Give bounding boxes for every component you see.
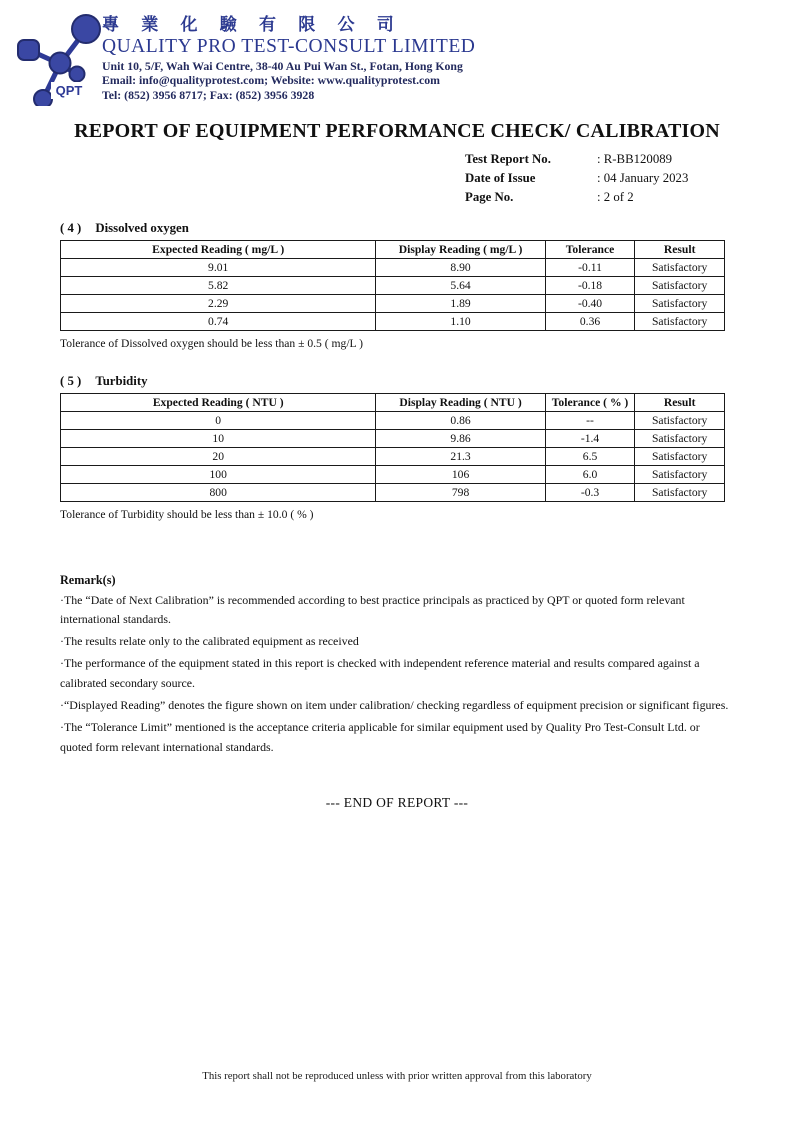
- remark-item: ·The results relate only to the calibrated equipment as received: [60, 634, 359, 649]
- company-phone: Tel: (852) 3956 8717; Fax: (852) 3956 3928: [102, 87, 315, 102]
- table-cell: --: [545, 411, 635, 429]
- table-row: [61, 483, 725, 501]
- table-cell: 9.86: [376, 429, 545, 447]
- issue-date-label: Date of Issue: [465, 171, 536, 186]
- letterhead: [0, 0, 794, 106]
- table-row: [61, 465, 725, 483]
- table-cell: -0.11: [545, 258, 635, 276]
- report-info-row: [465, 150, 794, 169]
- turbidity-table: [60, 393, 725, 502]
- table-cell: -0.3: [545, 483, 635, 501]
- table-cell: -0.18: [545, 276, 635, 294]
- page-number-value: : 2 of 2: [597, 190, 634, 205]
- section-number: ( 5 ): [60, 373, 82, 388]
- table-cell: 1.10: [376, 312, 545, 330]
- column-header: Result: [635, 240, 725, 258]
- column-header: Expected Reading ( NTU ): [61, 393, 376, 411]
- report-title: REPORT OF EQUIPMENT PERFORMANCE CHECK/ CALIBRATION: [74, 120, 720, 142]
- dissolved-oxygen-tolerance-note: Tolerance of Dissolved oxygen should be less than ± 0.5 ( mg/L ): [60, 336, 363, 350]
- table-header-row: [61, 240, 725, 258]
- table-row: [61, 312, 725, 330]
- report-number-label: Test Report No.: [465, 152, 551, 166]
- table-cell: 800: [61, 483, 376, 501]
- report-info-block: [465, 150, 794, 208]
- table-cell: 21.3: [376, 447, 545, 465]
- remark-item: ·The “Tolerance Limit” mentioned is the acceptance criteria applicable for similar equipment used by Quality Pro Test-Consult Ltd. or quoted form relevant international standards.: [60, 720, 700, 754]
- report-number-value: : R-BB120089: [597, 152, 673, 166]
- remark-item: ·“Displayed Reading” denotes the figure shown on item under calibration/ checking regardless of equipment precision or significant figures.: [60, 697, 729, 712]
- table-row: [61, 258, 725, 276]
- company-contact: Email: info@qualityprotest.com; Website: www.qualityprotest.com: [102, 73, 440, 88]
- company-name-chinese: 專 業 化 驗 有 限 公 司: [102, 15, 403, 34]
- table-cell: 20: [61, 447, 376, 465]
- report-info-row: [465, 188, 794, 207]
- remark-item: ·The performance of the equipment stated in this report is checked with independent reference material and results compared against a calibrated secondary source.: [60, 656, 700, 690]
- column-header: Result: [635, 393, 725, 411]
- table-header-row: [61, 393, 725, 411]
- table-cell: 8.90: [376, 258, 545, 276]
- turbidity-tolerance-note: Tolerance of Turbidity should be less than ± 10.0 ( % ): [60, 507, 314, 521]
- table-cell: Satisfactory: [635, 447, 725, 465]
- table-cell: 5.64: [376, 276, 545, 294]
- table-cell: 2.29: [61, 294, 376, 312]
- column-header: Display Reading ( mg/L ): [376, 240, 545, 258]
- company-address: Unit 10, 5/F, Wah Wai Centre, 38-40 Au Pui Wan St., Fotan, Hong Kong: [102, 59, 463, 74]
- remark-item: ·The “Date of Next Calibration” is recommended according to best practice principals as practiced by QPT or quoted form relevant international standards.: [60, 592, 685, 626]
- section-name: Turbidity: [95, 373, 148, 388]
- page-number-label: Page No.: [465, 190, 514, 205]
- table-cell: Satisfactory: [635, 429, 725, 447]
- table-cell: 0.36: [545, 312, 635, 330]
- table-cell: 100: [61, 465, 376, 483]
- report-info-row: [465, 169, 794, 188]
- dissolved-oxygen-table: [60, 240, 725, 331]
- section-heading-turbidity: [60, 374, 734, 389]
- table-row: [61, 411, 725, 429]
- table-cell: 6.5: [545, 447, 635, 465]
- footer-disclaimer: This report shall not be reproduced unless with prior written approval from this laboratory: [202, 1070, 592, 1082]
- qpt-molecule-logo-icon: [8, 4, 108, 106]
- table-cell: Satisfactory: [635, 294, 725, 312]
- table-cell: 1.89: [376, 294, 545, 312]
- table-cell: Satisfactory: [635, 312, 725, 330]
- table-row: [61, 276, 725, 294]
- table-cell: 9.01: [61, 258, 376, 276]
- table-cell: -0.40: [545, 294, 635, 312]
- table-cell: Satisfactory: [635, 483, 725, 501]
- table-cell: 5.82: [61, 276, 376, 294]
- table-cell: 798: [376, 483, 545, 501]
- table-cell: Satisfactory: [635, 276, 725, 294]
- column-header: Tolerance ( % ): [545, 393, 635, 411]
- table-cell: Satisfactory: [635, 258, 725, 276]
- table-cell: 0.86: [376, 411, 545, 429]
- table-cell: -1.4: [545, 429, 635, 447]
- table-cell: 0.74: [61, 312, 376, 330]
- table-cell: Satisfactory: [635, 465, 725, 483]
- table-row: [61, 447, 725, 465]
- table-cell: 0: [61, 411, 376, 429]
- table-cell: 10: [61, 429, 376, 447]
- issue-date-value: : 04 January 2023: [597, 171, 689, 186]
- remarks-heading: Remark(s): [60, 572, 116, 587]
- table-row: [61, 294, 725, 312]
- section-heading-dissolved-oxygen: [60, 221, 734, 236]
- table-cell: 106: [376, 465, 545, 483]
- table-cell: 6.0: [545, 465, 635, 483]
- column-header: Display Reading ( NTU ): [376, 393, 545, 411]
- column-header: Expected Reading ( mg/L ): [61, 240, 376, 258]
- company-name-english: QUALITY PRO TEST-CONSULT LIMITED: [102, 35, 476, 57]
- section-name: Dissolved oxygen: [95, 220, 189, 235]
- logo-label: QPT: [55, 83, 83, 98]
- remarks-section: [60, 573, 734, 757]
- column-header: Tolerance: [545, 240, 635, 258]
- table-row: [61, 429, 725, 447]
- section-number: ( 4 ): [60, 220, 82, 235]
- end-of-report-marker: --- END OF REPORT ---: [325, 794, 469, 810]
- table-cell: Satisfactory: [635, 411, 725, 429]
